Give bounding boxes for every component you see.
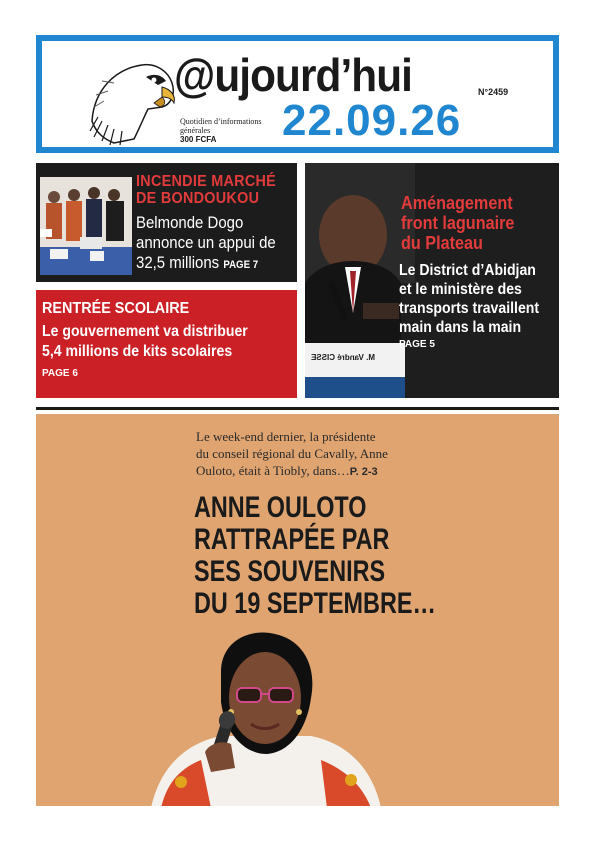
bondoukou-headline-text: 32,5 millions [136,253,220,272]
lead-intro-line3-wrap [196,462,426,481]
eagle-logo-icon [84,51,184,147]
rentree-headline-line1: Le gouvernement va distribuer [42,323,248,340]
masthead-brand: @ujourd’hui [174,49,413,101]
lead-title-line2: RATTRAPÉE PAR [194,523,390,556]
plateau-nameplate: M. Vandré CISSE [311,353,376,362]
lead-intro-line1: Le week-end dernier, la présidente [196,429,376,444]
lead-page-ref: P. 2-3 [349,466,378,478]
lead-portrait-photo [151,632,381,806]
plateau-kicker-line2: front lagunaire [401,213,515,233]
bondoukou-headline-line1: Belmonde Dogo [136,213,244,232]
story-plateau[interactable] [305,163,559,398]
rentree-page-ref: PAGE 6 [42,368,78,379]
issue-number: N°2459 [478,87,509,97]
plateau-kicker-line3: du Plateau [401,233,483,253]
rentree-kicker: RENTRÉE SCOLAIRE [42,300,190,317]
lead-title-line1: ANNE OULOTO [194,491,367,524]
lead-title-line3: SES SOUVENIRS [194,555,386,588]
story-rentree-scolaire[interactable] [36,290,297,398]
masthead [36,35,559,153]
issue-date: 22.09.26 [282,96,462,145]
issue-price: 300 FCFA [180,135,217,144]
lead-intro-line2: du conseil régional du Cavally, Anne [196,446,388,461]
bondoukou-kicker-line2: DE BONDOUKOU [136,190,260,207]
plateau-headline-line4: main dans la main [399,319,522,336]
rentree-headline-line2: 5,4 millions de kits scolaires [42,343,233,360]
lead-intro [196,428,426,481]
bondoukou-kicker-line1: INCENDIE MARCHÉ [136,173,277,190]
story-bondoukou[interactable] [36,163,297,282]
lead-title-line4: DU 19 SEPTEMBRE… [194,587,436,620]
plateau-headline-line3: transports travaillent [399,300,540,317]
lead-title [194,492,504,620]
plateau-kicker-line1: Aménagement [401,193,513,213]
masthead-tagline: Quotidien d’informations générales [180,117,262,135]
plateau-headline-line2: et le ministère des [399,281,522,298]
plateau-page-ref: PAGE 5 [399,339,435,350]
plateau-headline-line1: Le District d’Abidjan [399,262,536,279]
lead-intro-line3: Ouloto, était à Tiobly, dans… [196,463,350,478]
bondoukou-page-ref: PAGE 7 [223,259,259,271]
bondoukou-photo [40,177,132,275]
section-divider [36,407,559,410]
bondoukou-headline-line3 [136,253,258,275]
masthead-panel [42,41,553,147]
bondoukou-headline-line2: annonce un appui de [136,233,276,252]
lead-story[interactable] [36,414,559,806]
